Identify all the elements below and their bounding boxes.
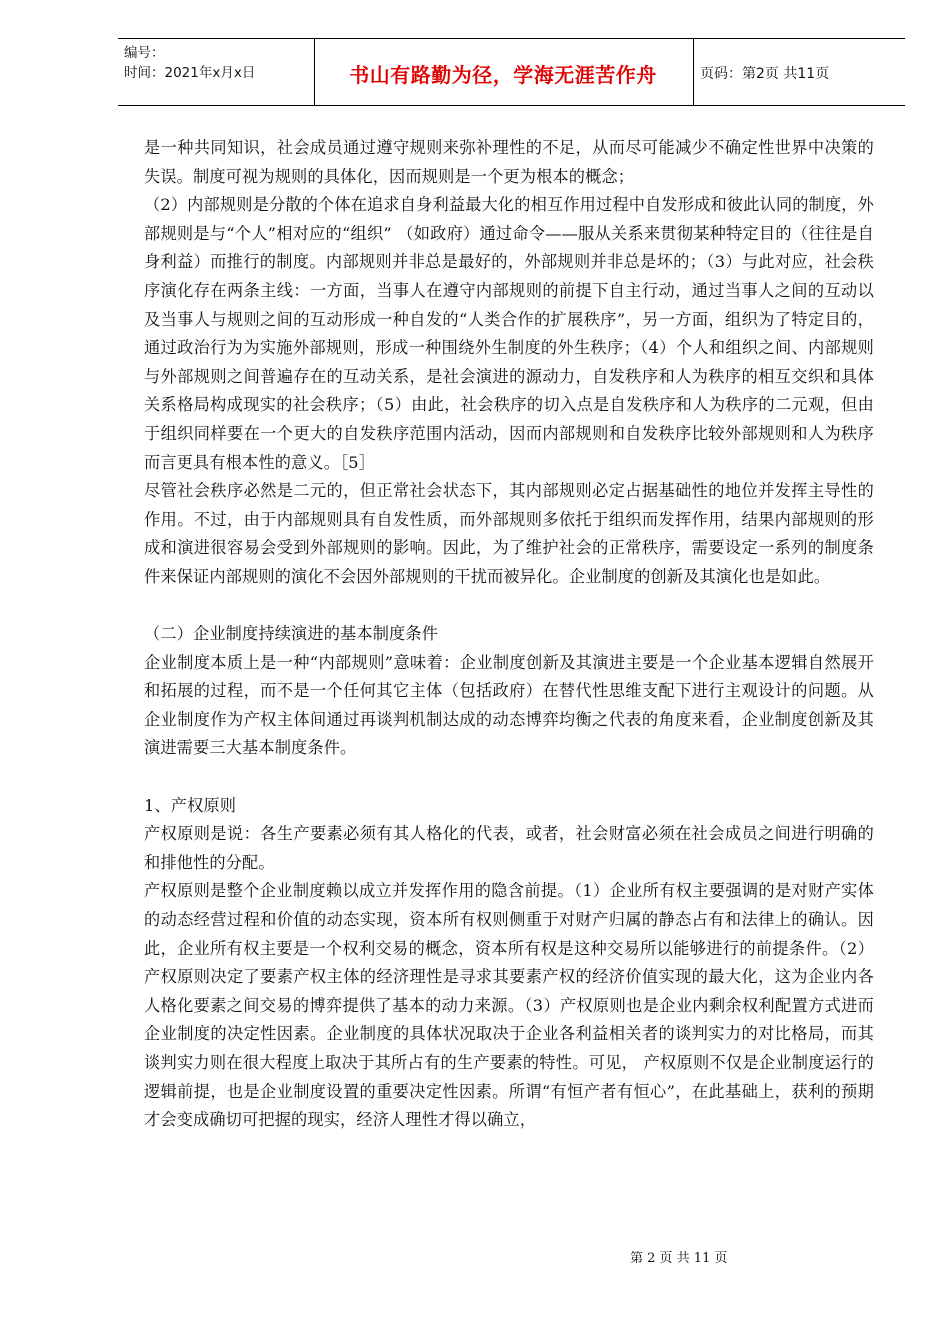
- paragraph: 产权原则是说：各生产要素必须有其人格化的代表，或者，社会财富必须在社会成员之间进行明确的和排他性的分配。: [144, 824, 874, 872]
- paragraph: 产权原则是整个企业制度赖以成立并发挥作用的隐含前提。（1）企业所有权主要强调的是对财产实体的动态经营过程和价值的动态实现，资本所有权则侧重于对财产归属的静态占有和法律上的确认。因此，企业所有权主要是一个权利交易的概念，资本所有权是这种交易所以能够进行的前提条件。（2）产权原则决定了要素产权主体的经济理性是寻求其要素产权的经济价值实现的最大化，这为企业内各人格化要素之间交易的博弈提供了基本的动力来源。（3）产权原则也是企业内剩余权利配置方式进而企业制度的决定性因素。企业制度的具体状况取决于企业各利益相关者的谈判实力的对比格局，而其谈判实力则在很大程度上取决于其所占有的生产要素的特性。可见， 产权原则不仅是企业制度运行的逻辑前提，也是企业制度设置的重要决定性因素。所谓“有恒产者有恒心”，在此基础上，获利的预期才会变成确切可把握的现实，经济人理性才得以确立，: [144, 881, 874, 1130]
- page-footer: 第 2 页 共 11 页: [630, 1251, 728, 1266]
- paragraph: （2）内部规则是分散的个体在追求自身利益最大化的相互作用过程中自发形成和彼此认同的制度，外部规则是与“个人”相对应的“组织” （如政府）通过命令——服从关系来贯彻某种特定目的（往往是自身利益）而推行的制度。内部规则并非总是最好的，外部规则并非总是坏的；（3）与此对应，社会秩序演化存在两条主线：一方面，当事人在遵守内部规则的前提下自主行动，通过当事人之间的互动以及当事人与规则之间的互动形成一种自发的“人类合作的扩展秩序”，另一方面，组织为了特定目的，通过政治行为为实施外部规则，形成一种围绕外生制度的外生秩序；（4）个人和组织之间、内部规则与外部规则之间普遍存在的互动关系，是社会演进的源动力，自发秩序和人为秩序的相互交织和具体关系格局构成现实的社会秩序；（5）由此，社会秩序的切入点是自发秩序和人为秩序的二元观，但由于组织同样要在一个更大的自发秩序范围内活动，因而内部规则和自发秩序比较外部规则和人为秩序而言更具有根本性的意义。［5］: [144, 195, 874, 472]
- header-meta: [124, 43, 312, 83]
- paragraph: 企业制度本质上是一种“内部规则”意味着：企业制度创新及其演进主要是一个企业基本逻辑自然展开和拓展的过程，而不是一个任何其它主体（包括政府）在替代性思维支配下进行主观设计的问题。从企业制度作为产权主体间通过再谈判机制达成的动态博弈均衡之代表的角度来看，企业制度创新及其演进需要三大基本制度条件。: [144, 652, 874, 758]
- paragraph: 尽管社会秩序必然是二元的，但正常社会状态下，其内部规则必定占据基础性的地位并发挥主导性的作用。不过，由于内部规则具有自发性质，而外部规则多依托于组织而发挥作用，结果内部规则的形成和演进很容易会受到外部规则的影响。因此，为了维护社会的正常秩序，需要设定一系列的制度条件来保证内部规则的演化不会因外部规则的干扰而被异化。企业制度的创新及其演化也是如此。: [144, 481, 874, 586]
- header-divider-left: [314, 39, 315, 105]
- page-header: [118, 38, 905, 106]
- paragraph: 是一种共同知识，社会成员通过遵守规则来弥补理性的不足，从而尽可能减少不确定性世界中决策的失误。制度可视为规则的具体化，因而规则是一个更为根本的概念；: [144, 138, 874, 186]
- header-page-number: 页码：第2页 共11页: [700, 66, 830, 82]
- document-body: [144, 134, 874, 1135]
- header-motto: 书山有路勤为径，学海无涯苦作舟: [349, 62, 657, 87]
- header-divider-right: [693, 39, 694, 105]
- time-label: 时间：2021年x月x日: [124, 65, 256, 81]
- blank-line: [144, 763, 874, 792]
- serial-label: 编号：: [124, 45, 165, 61]
- subsection-heading: 1、产权原则: [144, 795, 237, 815]
- blank-line: [144, 592, 874, 621]
- section-heading: （二）企业制度持续演进的基本制度条件: [144, 624, 439, 644]
